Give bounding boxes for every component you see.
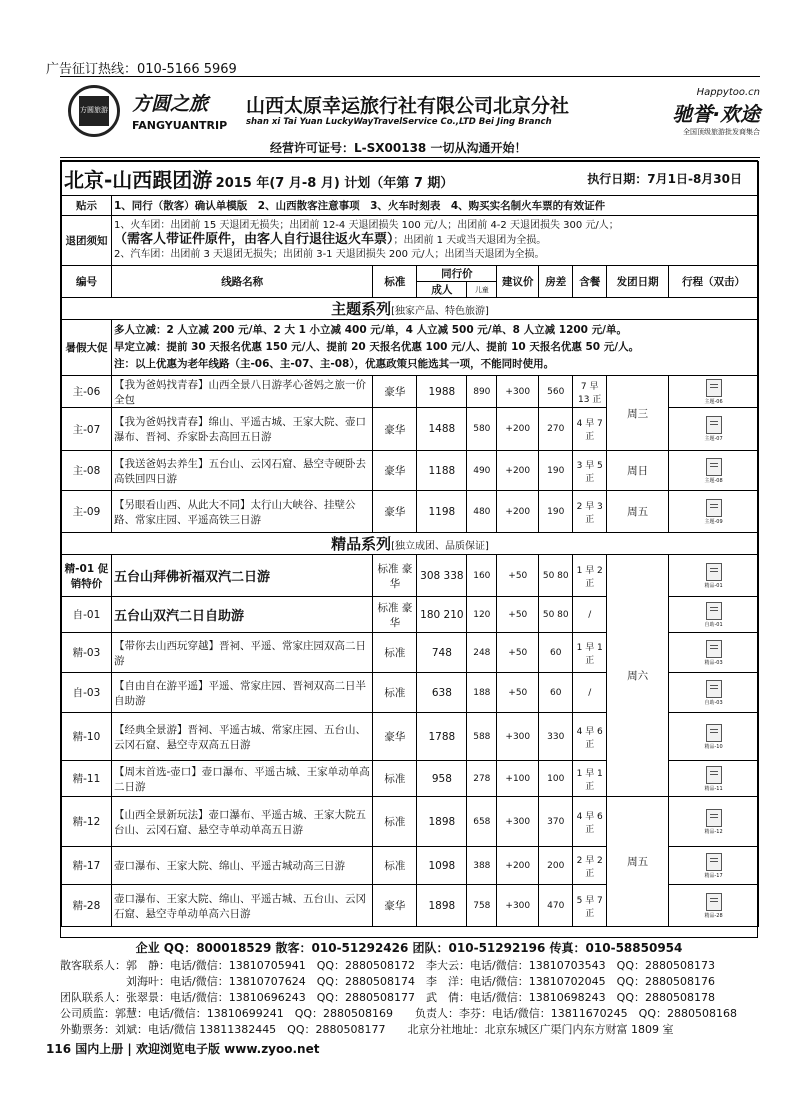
col-itin: 行程（双击） xyxy=(669,266,759,298)
title-row xyxy=(62,162,759,196)
itinerary-link[interactable]: 精品-11 xyxy=(669,761,759,797)
promo-label: 暑假大促 xyxy=(62,320,112,376)
row-meal: 4 早 6 正 xyxy=(573,797,607,847)
row-name: 五台山双汽二日自助游 xyxy=(111,597,372,633)
row-std: 标准 豪华 xyxy=(373,555,417,597)
section-theme-title: 主题系列 xyxy=(331,300,392,318)
row-meal: 1 早 1 正 xyxy=(573,633,607,673)
row-std: 标准 豪华 xyxy=(373,597,417,633)
col-suggest: 建议价 xyxy=(497,266,539,298)
row-adult: 748 xyxy=(417,633,467,673)
row-suggest: +200 xyxy=(497,408,539,451)
table-row xyxy=(62,797,759,847)
row-diff: 190 xyxy=(539,491,573,533)
row-std: 标准 xyxy=(373,847,417,885)
brand-cn: 方圆之旅 xyxy=(132,93,209,115)
itinerary-link[interactable]: 自助-03 xyxy=(669,673,759,713)
row-adult: 1898 xyxy=(417,885,467,927)
happytoo-en: Happytoo.cn xyxy=(696,87,760,98)
row-name: 五台山拜佛祈福双汽二日游 xyxy=(111,555,372,597)
row-std: 豪华 xyxy=(373,885,417,927)
itinerary-link[interactable]: 精品-28 xyxy=(669,885,759,927)
tour-table xyxy=(61,161,759,927)
document-icon xyxy=(706,640,722,658)
fangyuan-logo xyxy=(68,85,120,137)
promo-text xyxy=(111,320,758,376)
row-child: 758 xyxy=(467,885,497,927)
row-suggest: +200 xyxy=(497,847,539,885)
itinerary-link[interactable]: 精品-12 xyxy=(669,797,759,847)
row-diff: 50 80 xyxy=(539,555,573,597)
row-child: 658 xyxy=(467,797,497,847)
row-name: 【周末首选-壶口】壶口瀑布、平遥古城、王家单动单高二日游 xyxy=(111,761,372,797)
row-name: 【我为爸妈找青春】山西全景八日游孝心爸妈之旅一价全包 xyxy=(111,376,372,408)
row-meal: 4 早 6 正 xyxy=(573,713,607,761)
row-meal: 3 早 5 正 xyxy=(573,451,607,491)
section-theme-sub: [独家产品、特色旅游] xyxy=(391,306,489,317)
row-suggest: +300 xyxy=(497,885,539,927)
document-icon xyxy=(706,602,722,620)
row-code: 主-06 xyxy=(62,376,112,408)
logo-inner-text: 方圆旅游 xyxy=(79,96,109,126)
itinerary-link[interactable]: 主题-06 xyxy=(669,376,759,408)
row-diff: 100 xyxy=(539,761,573,797)
exec-date: 执行日期：7月1日-8月30日 xyxy=(587,172,742,186)
row-code: 精-10 xyxy=(62,713,112,761)
page-subtitle: 2015 年(7 月-8 月) 计划（年第 7 期） xyxy=(215,176,454,191)
happytoo-sub: 全国顶级旅游批发商集合 xyxy=(683,128,760,136)
row-child: 160 xyxy=(467,555,497,597)
document-icon xyxy=(706,766,722,784)
section-theme xyxy=(62,298,759,320)
row-suggest: +50 xyxy=(497,555,539,597)
itinerary-link[interactable]: 精品-01 xyxy=(669,555,759,597)
row-date: 周五 xyxy=(607,797,669,927)
row-code: 精-28 xyxy=(62,885,112,927)
document-icon xyxy=(706,416,722,434)
row-code: 自-03 xyxy=(62,673,112,713)
document-icon xyxy=(706,563,722,581)
contact-main: 企业 QQ：800018529 散客：010-51292426 团队：010-51292196 传真：010-58850954 xyxy=(135,941,683,955)
document-icon xyxy=(706,458,722,476)
row-code: 精-01 促销特价 xyxy=(62,555,112,597)
col-meal: 含餐 xyxy=(573,266,607,298)
row-name: 【我为爸妈找青春】绵山、平遥古城、王家大院、壶口瀑布、晋祠、乔家卧去高回五日游 xyxy=(111,408,372,451)
row-name: 壶口瀑布、王家大院、绵山、平遥古城、五台山、云冈石窟、悬空寺单动单高六日游 xyxy=(111,885,372,927)
row-suggest: +300 xyxy=(497,713,539,761)
row-adult: 308 338 xyxy=(417,555,467,597)
row-suggest: +200 xyxy=(497,491,539,533)
row-diff: 50 80 xyxy=(539,597,573,633)
itinerary-link[interactable]: 精品-03 xyxy=(669,633,759,673)
itinerary-link[interactable]: 主题-09 xyxy=(669,491,759,533)
company-name-en: shan xi Tai Yuan LuckyWayTravelService Co.,LTD Bei Jing Branch xyxy=(246,117,552,127)
contact-row: 团队联系人：张翠景：电话/微信：13810696243 QQ：2880508177 武 倩：电话/微信：13810698243 QQ：2880508178 xyxy=(60,991,715,1004)
row-adult: 180 210 xyxy=(417,597,467,633)
document-icon xyxy=(706,893,722,911)
row-child: 248 xyxy=(467,633,497,673)
table-row xyxy=(62,491,759,533)
row-suggest: +200 xyxy=(497,451,539,491)
col-date: 发团日期 xyxy=(607,266,669,298)
row-suggest: +300 xyxy=(497,797,539,847)
refund-label: 退团须知 xyxy=(62,216,112,266)
col-child: 儿童 xyxy=(467,282,497,298)
itinerary-link[interactable]: 自助-01 xyxy=(669,597,759,633)
refund-text xyxy=(111,216,758,266)
row-child: 278 xyxy=(467,761,497,797)
row-adult: 1488 xyxy=(417,408,467,451)
page-title: 北京-山西跟团游 xyxy=(64,168,213,192)
row-meal: 4 早 7 正 xyxy=(573,408,607,451)
company-name-cn: 山西太原幸运旅行社有限公司北京分社 xyxy=(246,95,570,117)
row-child: 120 xyxy=(467,597,497,633)
promo-line-1: 多人立减：2 人立减 200 元/单、2 大 1 小立减 400 元/单，4 人立减 500 元/单、8 人立减 1200 元/单。 xyxy=(113,324,627,336)
col-std: 标准 xyxy=(373,266,417,298)
contact-row: 外勤票务：刘斌：电话/微信 13811382445 QQ：2880508177 北京分社地址：北京东城区广渠门内东方财富 1809 室 xyxy=(60,1023,674,1036)
col-peer: 同行价 xyxy=(417,266,497,282)
row-code: 精-12 xyxy=(62,797,112,847)
row-adult: 1198 xyxy=(417,491,467,533)
row-name: 【自由自在游平遥】平遥、常家庄园、晋祠双高二日半自助游 xyxy=(111,673,372,713)
col-name: 线路名称 xyxy=(111,266,372,298)
row-adult: 1788 xyxy=(417,713,467,761)
itinerary-link[interactable]: 精品-17 xyxy=(669,847,759,885)
table-row xyxy=(62,451,759,491)
row-date: 周三 xyxy=(607,376,669,451)
row-date: 周日 xyxy=(607,451,669,491)
row-diff: 60 xyxy=(539,633,573,673)
row-std: 标准 xyxy=(373,761,417,797)
row-code: 精-17 xyxy=(62,847,112,885)
row-meal: 5 早 7 正 xyxy=(573,885,607,927)
tour-table-box xyxy=(60,160,758,938)
refund-line-2b: ；出团前 1 天或当天退团为全损。 xyxy=(393,235,547,246)
row-suggest: +50 xyxy=(497,633,539,673)
col-diff: 房差 xyxy=(539,266,573,298)
row-child: 388 xyxy=(467,847,497,885)
row-suggest: +300 xyxy=(497,376,539,408)
row-meal: / xyxy=(573,673,607,713)
section-premium-sub: [独立成团、品质保证] xyxy=(391,541,489,552)
contact-footer xyxy=(60,940,758,1038)
page-footer: 116 国内上册 | 欢迎浏览电子版 www.zyoo.net xyxy=(46,1042,320,1056)
row-std: 豪华 xyxy=(373,408,417,451)
row-diff: 200 xyxy=(539,847,573,885)
row-suggest: +100 xyxy=(497,761,539,797)
row-suggest: +50 xyxy=(497,597,539,633)
itinerary-link[interactable]: 精品-10 xyxy=(669,713,759,761)
row-diff: 470 xyxy=(539,885,573,927)
document-icon xyxy=(706,809,722,827)
row-child: 580 xyxy=(467,408,497,451)
row-name: 壶口瀑布、王家大院、绵山、平遥古城动高三日游 xyxy=(111,847,372,885)
row-code: 主-09 xyxy=(62,491,112,533)
col-adult: 成人 xyxy=(417,282,467,298)
row-diff: 60 xyxy=(539,673,573,713)
tips-label: 贴示 xyxy=(62,196,112,216)
row-meal: 1 早 2 正 xyxy=(573,555,607,597)
row-child: 480 xyxy=(467,491,497,533)
brand-en: FANGYUANTRIP xyxy=(132,119,228,132)
row-adult: 1188 xyxy=(417,451,467,491)
row-std: 豪华 xyxy=(373,491,417,533)
table-row xyxy=(62,376,759,408)
refund-note: （需客人带证件原件，由客人自行退往返火车票） xyxy=(113,232,394,247)
refund-line-1: 1、火车团：出团前 15 天退团无损失；出团前 12-4 天退团损失 100 元/人；出团前 4-2 天退团损失 300 元/人； xyxy=(113,220,619,231)
row-std: 标准 xyxy=(373,673,417,713)
row-diff: 270 xyxy=(539,408,573,451)
row-name: 【山西全景新玩法】壶口瀑布、平遥古城、王家大院五台山、云冈石窟、悬空寺单动单高五日游 xyxy=(111,797,372,847)
row-adult: 638 xyxy=(417,673,467,713)
row-code: 精-11 xyxy=(62,761,112,797)
row-adult: 958 xyxy=(417,761,467,797)
row-code: 主-07 xyxy=(62,408,112,451)
row-std: 豪华 xyxy=(373,713,417,761)
table-row xyxy=(62,555,759,597)
license-line: 经营许可证号：L-SX00138 一切从沟通开始！ xyxy=(270,141,527,155)
row-code: 自-01 xyxy=(62,597,112,633)
itinerary-link[interactable]: 主题-07 xyxy=(669,408,759,451)
row-adult: 1988 xyxy=(417,376,467,408)
row-meal: 2 早 3 正 xyxy=(573,491,607,533)
row-diff: 330 xyxy=(539,713,573,761)
contact-row: 刘海叶：电话/微信：13810707624 QQ：2880508174 李 洋：电话/微信：13810702045 QQ：2880508176 xyxy=(60,975,715,988)
row-date: 周五 xyxy=(607,491,669,533)
contact-row: 公司质监：郭慧：电话/微信：13810699241 QQ：2880508169 负责人：李芬：电话/微信：13811670245 QQ：2880508168 xyxy=(60,1007,737,1020)
row-std: 豪华 xyxy=(373,376,417,408)
row-name: 【另眼看山西、从此大不同】太行山大峡谷、挂壁公路、常家庄园、平遥高铁三日游 xyxy=(111,491,372,533)
row-date: 周六 xyxy=(607,555,669,797)
document-icon xyxy=(706,680,722,698)
document-icon xyxy=(706,499,722,517)
row-adult: 1098 xyxy=(417,847,467,885)
refund-line-3: 2、汽车团：出团前 3 天退团无损失；出团前 3-1 天退团损失 200 元/人；出团当天退团为全损。 xyxy=(113,249,545,260)
row-meal: 1 早 1 正 xyxy=(573,761,607,797)
col-code: 编号 xyxy=(62,266,112,298)
row-meal: 7 早 13 正 xyxy=(573,376,607,408)
row-code: 主-08 xyxy=(62,451,112,491)
row-std: 豪华 xyxy=(373,451,417,491)
row-diff: 370 xyxy=(539,797,573,847)
row-diff: 560 xyxy=(539,376,573,408)
row-child: 490 xyxy=(467,451,497,491)
promo-line-3: 注：以上优惠为老年线路（主-06、主-07、主-08），优惠政策只能选其一项，不能同时使用。 xyxy=(113,358,555,370)
row-name: 【我送爸妈去养生】五台山、云冈石窟、悬空寺硬卧去高铁回四日游 xyxy=(111,451,372,491)
row-name: 【带你去山西玩穿越】晋祠、平遥、常家庄园双高二日游 xyxy=(111,633,372,673)
row-code: 精-03 xyxy=(62,633,112,673)
ad-hotline: 广告征订热线：010-5166 5969 xyxy=(46,62,237,77)
happytoo-logo xyxy=(615,87,760,137)
row-name: 【经典全景游】晋祠、平遥古城、常家庄园、五台山、云冈石窟、悬空寺双高五日游 xyxy=(111,713,372,761)
section-premium xyxy=(62,533,759,555)
row-diff: 190 xyxy=(539,451,573,491)
section-premium-title: 精品系列 xyxy=(331,535,392,553)
tips-text[interactable]: 1、同行（散客）确认单模版 2、山西散客注意事项 3、火车时刻表 4、购买实名制火车票的有效证件 xyxy=(111,196,758,216)
row-std: 标准 xyxy=(373,633,417,673)
row-child: 890 xyxy=(467,376,497,408)
row-std: 标准 xyxy=(373,797,417,847)
happytoo-cn: 驰誉·欢途 xyxy=(672,102,760,126)
document-icon xyxy=(706,724,722,742)
contact-row: 散客联系人：郭 静：电话/微信：13810705941 QQ：2880508172 李大云：电话/微信：13810703543 QQ：2880508173 xyxy=(60,959,715,972)
row-adult: 1898 xyxy=(417,797,467,847)
row-suggest: +50 xyxy=(497,673,539,713)
document-icon xyxy=(706,853,722,871)
itinerary-link[interactable]: 主题-08 xyxy=(669,451,759,491)
row-meal: / xyxy=(573,597,607,633)
row-child: 588 xyxy=(467,713,497,761)
header-banner xyxy=(60,76,760,158)
row-meal: 2 早 2 正 xyxy=(573,847,607,885)
document-icon xyxy=(706,379,722,397)
row-child: 188 xyxy=(467,673,497,713)
promo-line-2: 早定立减：提前 30 天报名优惠 150 元/人、提前 20 天报名优惠 100 元/人、提前 10 天报名优惠 50 元/人。 xyxy=(113,341,640,353)
